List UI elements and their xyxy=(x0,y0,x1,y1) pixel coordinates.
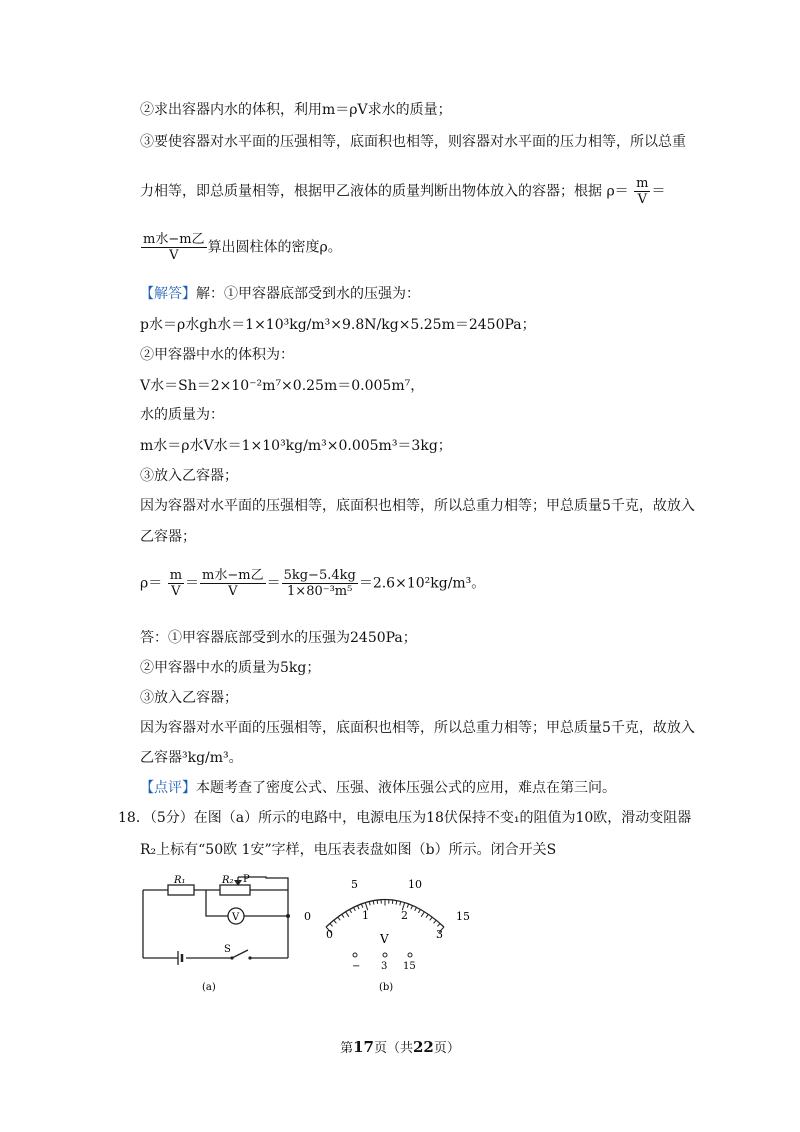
answer-final-1: 答：①甲容器底部受到水的压强为2450Pa； xyxy=(140,630,417,646)
circuit-diagram xyxy=(138,872,298,997)
dial-tick xyxy=(346,912,349,917)
answer-line-2: p水＝ρ水gh水＝1×10³kg/m³×9.8N/kg×5.25m＝2450Pa； xyxy=(140,317,536,333)
caption-b: (b) xyxy=(379,982,394,993)
answer-line-4: V水＝Sh＝2×10⁻²m⁷×0.25m＝0.005m⁷， xyxy=(140,378,425,394)
analysis-step3-c: $\frac{\text{m水−m乙}}{V}$ 算出圆柱体的密度ρ。 xyxy=(143,232,342,263)
analysis-step3-text: 力相等，即总质量相等，根据甲乙液体的质量判断出物体放入的容器；根据 ρ＝ xyxy=(140,183,629,200)
dial-tick xyxy=(373,901,374,905)
answer-final-4: 因为容器对水平面的压强相等，底面积也相等，所以总重力相等；甲总质量5千克，故放入 xyxy=(140,720,695,736)
answer-line-10: ρ＝ $\frac{m}{V}$ ＝ $\frac{\text{m水−m乙}}{V}$ ＝ $\frac{5kg-5.4kg}{\text{1×80⁻³m⁵}}$ ＝2.6×10²kg/m³。 xyxy=(140,568,486,599)
question-18-line-2: R₂上标有“50欧 1安”字样，电压表表盘如图（b）所示。闭合开关S xyxy=(140,842,557,858)
r2-label: R₂ xyxy=(222,875,234,886)
dial-tick xyxy=(400,901,401,905)
dial-tick xyxy=(396,901,397,905)
terminal-3: 3 xyxy=(381,961,388,972)
density-formula-fraction: $\frac{m}{V}$ xyxy=(636,176,649,207)
terminal-15: 15 xyxy=(403,961,416,972)
analysis-step2: ②求出容器内水的体积，利用m＝ρV求水的质量； xyxy=(140,102,452,118)
answer-line-1: 【解答】解：①甲容器底部受到水的压强为： xyxy=(140,286,420,302)
question-18-line-1: 18．（5分）在图（a）所示的电路中，电源电压为18伏保持不变₁的阻值为10欧，滑动变阻器 xyxy=(118,810,692,826)
outer-tick-0: 0 xyxy=(304,910,311,923)
r1-label: R₁ xyxy=(174,875,186,886)
outer-tick-15: 15 xyxy=(456,910,470,923)
outer-tick-10: 10 xyxy=(408,878,422,891)
switch-label: S xyxy=(224,944,231,955)
inner-tick-3: 3 xyxy=(436,928,443,941)
answer-final-2: ②甲容器中水的质量为5kg； xyxy=(140,660,321,676)
analysis-step3-b: 力相等，即总质量相等，根据甲乙液体的质量判断出物体放入的容器；根据 ρ＝ $\frac{m}{V}$ ＝ xyxy=(140,176,666,207)
dial-tick xyxy=(426,914,428,917)
terminal-minus: − xyxy=(352,961,361,972)
answer-final-3: ③放入乙容器； xyxy=(140,690,238,706)
outer-tick-5: 5 xyxy=(351,878,358,891)
dial-tick xyxy=(407,904,408,908)
dial-tick xyxy=(430,917,432,920)
dial-tick xyxy=(437,923,440,926)
page-total: 22 xyxy=(413,1038,434,1056)
dial-tick xyxy=(334,920,337,923)
dial-tick xyxy=(338,917,340,920)
dial-tick xyxy=(421,912,424,917)
page-number: 17 xyxy=(353,1038,374,1056)
mass-difference-fraction: $\frac{\text{m水−m乙}}{V}$ xyxy=(143,232,205,263)
answer-line-8: 因为容器对水平面的压强相等，底面积也相等，所以总重力相等；甲总质量5千克，故放入 xyxy=(140,498,695,514)
answer-tag: 【解答】 xyxy=(140,286,196,302)
dial-tick xyxy=(357,905,359,909)
inner-tick-2: 2 xyxy=(401,909,408,922)
unit-label: V xyxy=(380,932,389,946)
dial-tick xyxy=(434,920,437,923)
dial-tick xyxy=(361,904,362,908)
analysis-step3-a: ③要使容器对水平面的压强相等，底面积也相等，则容器对水平面的压力相等，所以总重 xyxy=(140,134,686,150)
fraction-numeric: $\frac{5kg-5.4kg}{\text{1×80⁻³m⁵}}$ xyxy=(283,568,356,599)
dial-tick xyxy=(342,914,344,917)
inner-tick-1: 1 xyxy=(362,909,369,922)
answer-line-9: 乙容器； xyxy=(140,529,196,545)
answer-line-3: ②甲容器中水的体积为： xyxy=(140,347,294,363)
dial-tick xyxy=(354,907,356,911)
dial-tick xyxy=(415,907,417,911)
fraction-mass-diff: $\frac{\text{m水−m乙}}{V}$ xyxy=(202,568,264,599)
slider-p-label: P xyxy=(243,874,250,885)
inner-tick-0: 0 xyxy=(326,928,333,941)
answer-line-5: 水的质量为： xyxy=(140,407,224,423)
dial-tick xyxy=(350,909,352,912)
answer-line-6: m水＝ρ水V水＝1×10³kg/m³×0.005m³＝3kg； xyxy=(140,438,452,454)
dial-tick xyxy=(330,923,333,926)
dial-tick xyxy=(418,909,420,912)
fraction-m-over-v: $\frac{m}{V}$ xyxy=(169,568,183,599)
comment-tag: 【点评】 xyxy=(140,780,196,796)
caption-a: (a) xyxy=(202,982,216,993)
dial-tick xyxy=(369,901,370,905)
page-footer: 第17页（共22页） xyxy=(340,1038,460,1056)
comment-line: 【点评】本题考查了密度公式、压强、液体压强公式的应用，难点在第三问。 xyxy=(140,780,616,796)
answer-line-7: ③放入乙容器； xyxy=(140,468,238,484)
voltmeter-dial xyxy=(300,872,480,997)
dial-tick xyxy=(411,905,413,909)
voltmeter-label: V xyxy=(232,912,240,923)
answer-final-5: 乙容器³kg/m³。 xyxy=(140,750,243,766)
